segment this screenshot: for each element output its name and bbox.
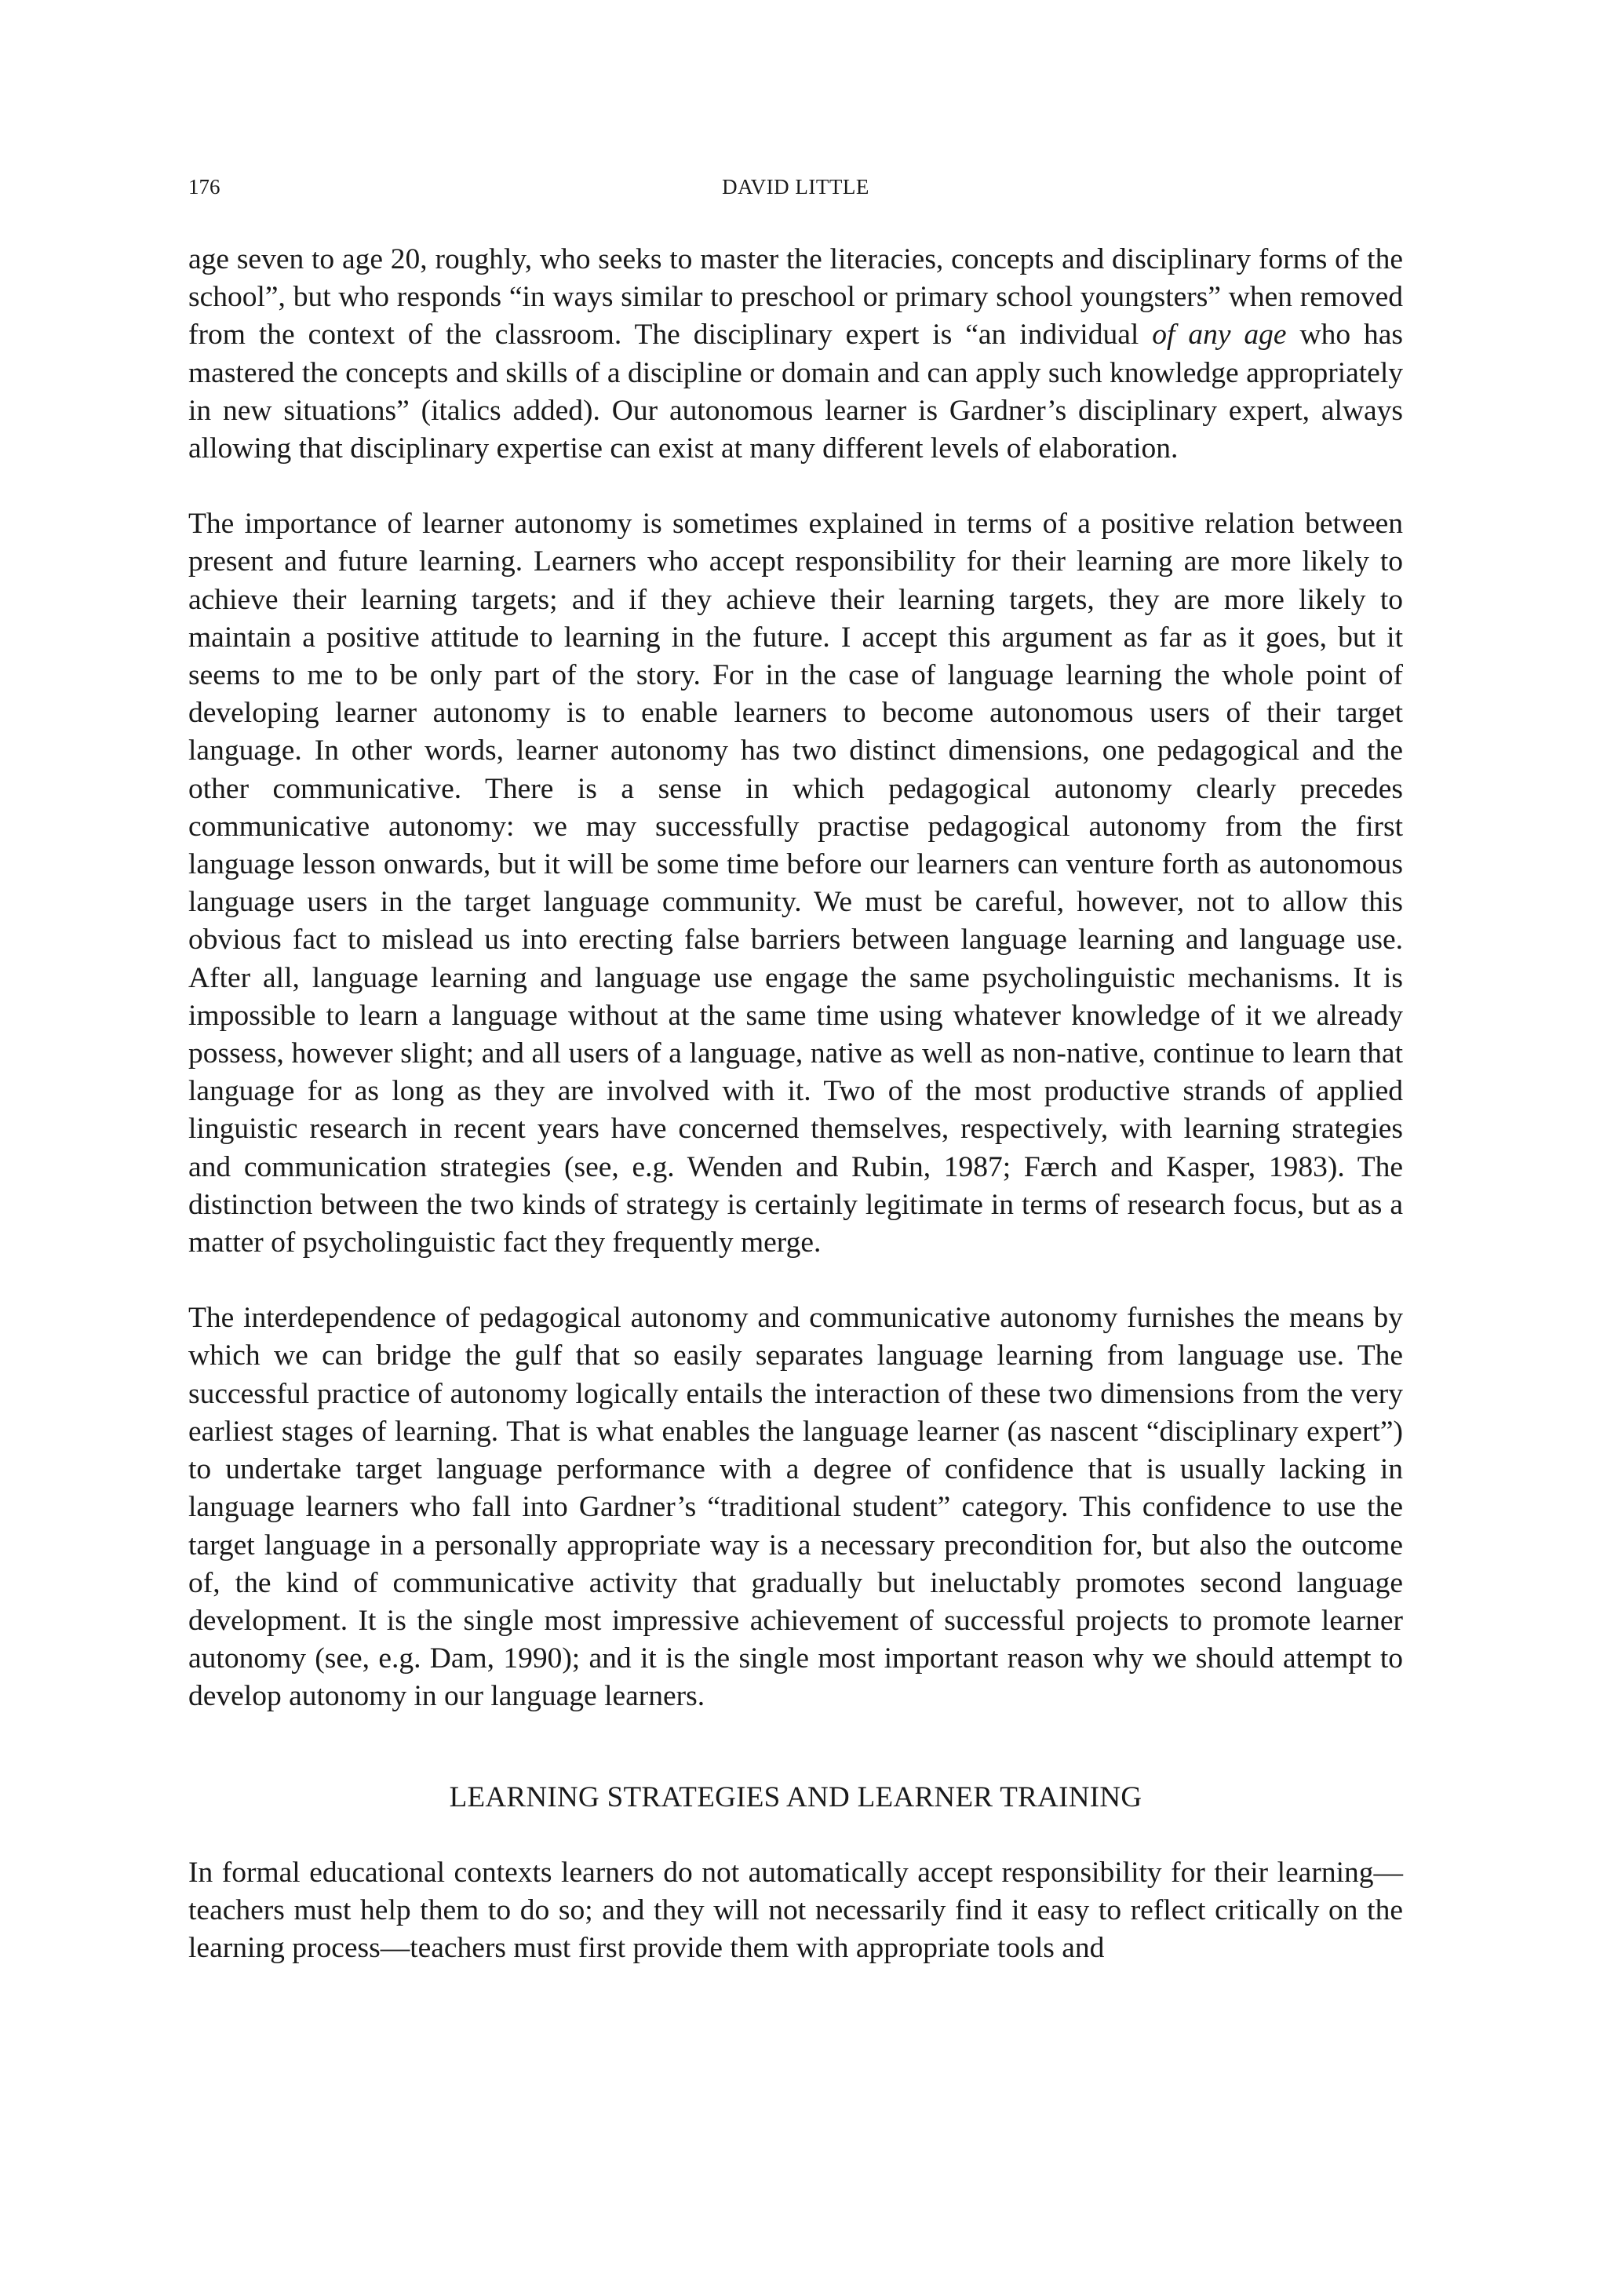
paragraph-1: [188, 241, 1403, 468]
body-text: [188, 241, 1403, 2005]
paragraph-1-italic: of any age: [1152, 319, 1287, 352]
paragraph-2: The importance of learner autonomy is sometimes explained in terms of a positive relation between present and future learning. Learners who accept responsibility for their learning are more likely to achieve their learning targets; and if they achieve their learning targets, they are more likely to maintain a positive attitude to learning in the future. I accept this argument as far as it goes, but it seems to me to be only part of the story. For in the case of language learning the whole point of developing learner autonomy is to enable learners to become autonomous users of their target language. In other words, learner autonomy has two distinct dimensions, one pedagogical and the other communicative. There is a sense in which pedagogical autonomy clearly precedes communicative autonomy: we may successfully practise pedagogical autonomy from the first language lesson onwards, but it will be some time before our learners can venture forth as autonomous language users in the target language community. We must be careful, however, not to allow this obvious fact to mislead us into erecting false barriers between language learning and language use. After all, language learning and language use engage the same psycholinguistic mechanisms. It is impossible to learn a language without at the same time using whatever knowledge of it we already possess, however slight; and all users of a language, native as well as non-native, continue to learn that language for as long as they are involved with it. Two of the most productive strands of applied linguistic research in recent years have concerned themselves, respectively, with learning strategies and communication strategies (see, e.g. Wenden and Rubin, 1987; Færch and Kasper, 1983). The distinction between the two kinds of strategy is certainly legitimate in terms of research focus, but as a matter of psycholinguistic fact they frequently merge.: [188, 508, 1403, 1259]
page-number: 176: [188, 175, 220, 199]
paragraph-3: The interdependence of pedagogical autonomy and communicative autonomy furnishes the means by which we can bridge the gulf that so easily separates language learning from language use. The successful practice of autonomy logically entails the interaction of these two dimensions from the very earliest stages of learning. That is what enables the language learner (as nascent “disciplinary expert”) to undertake target language performance with a degree of confidence that is usually lacking in language learners who fall into Gardner’s “traditional student” category. This confidence to use the target language in a personally appropriate way is a necessary precondition for, but also the outcome of, the kind of communicative activity that gradually but ineluctably promotes second language development. It is the single most impressive achievement of successful projects to promote learner autonomy (see, e.g. Dam, 1990); and it is the single most important reason why we should attempt to develop autonomy in our language learners.: [188, 1302, 1403, 1713]
section-heading: LEARNING STRATEGIES AND LEARNER TRAINING: [449, 1780, 1142, 1813]
paragraph-4: In formal educational contexts learners do not automatically accept responsibility for their learning—teachers must help them to do so; and they will not necessarily find it easy to reflect critically on the learning process—teachers must first provide them with appropriate tools and: [188, 1856, 1403, 1965]
running-head-author: DAVID LITTLE: [722, 175, 869, 199]
paragraph-1-text-b: who has mastered the concepts and skills of a discipline or domain and can apply such knowledge appropriately in new situations” (italics added). Our autonomous learner is Gardner’s disciplinary expert, always allowing that disciplinary expertise can exist at many different levels of elaboration.: [188, 319, 1403, 465]
paragraph-1-text-a: age seven to age 20, roughly, who seeks to master the literacies, concepts and disciplinary forms of the school”, but who responds “in ways similar to preschool or primary school youngsters” when removed from the context of the classroom. The disciplinary expert is “an individual: [188, 243, 1403, 352]
